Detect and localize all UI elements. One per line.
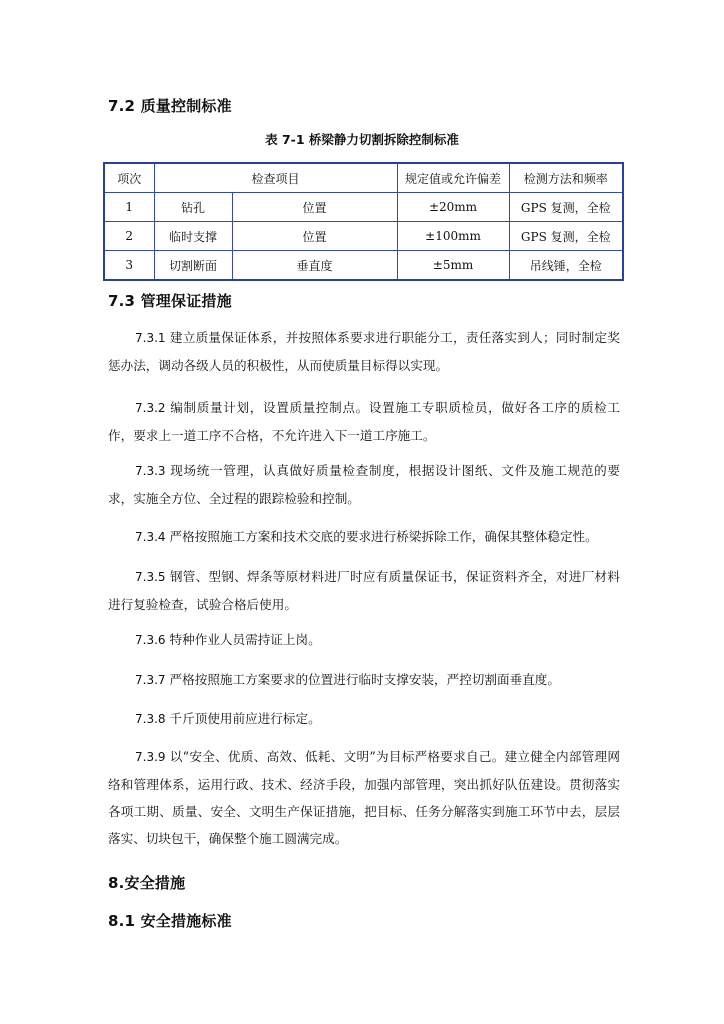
measure-number: 7.3.3 (135, 464, 166, 478)
header-cell: 项次 (104, 163, 154, 193)
measure-paragraph (108, 523, 620, 551)
table-cell: GPS 复测，全检 (509, 193, 623, 222)
table-row (104, 251, 623, 281)
table-cell: 吊线锤，全检 (509, 251, 623, 281)
measure-paragraph (108, 457, 620, 512)
section-heading-8-1: 8.1 安全措施标准 (108, 912, 232, 930)
quality-control-table (103, 162, 624, 281)
table-cell: 切割断面 (154, 251, 232, 281)
measure-paragraph (108, 394, 620, 449)
section-heading-7-2: 7.2 质量控制标准 (108, 97, 232, 115)
table-row (104, 193, 623, 222)
measure-text: 现场统一管理，认真做好质量检查制度，根据设计图纸、文件及施工规范的要求，实施全方位、全过程的跟踪检验和控制。 (108, 463, 620, 506)
measure-number: 7.3.5 (135, 570, 166, 584)
measure-number: 7.3.8 (135, 712, 166, 726)
table-cell: 3 (104, 251, 154, 281)
section-heading-8: 8.安全措施 (108, 874, 186, 892)
measure-text: 严格按照施工方案和技术交底的要求进行桥梁拆除工作，确保其整体稳定性。 (165, 529, 598, 544)
measure-number: 7.3.6 (135, 633, 166, 647)
table-cell: 临时支撑 (154, 222, 232, 251)
table-cell: 2 (104, 222, 154, 251)
table-cell: ±20mm (397, 193, 509, 222)
measure-paragraph (108, 563, 620, 618)
measure-text: 建立质量保证体系，并按照体系要求进行职能分工，责任落实到人；同时制定奖惩办法，调动各级人员的积极性，从而使质量目标得以实现。 (108, 330, 620, 373)
measure-paragraph (108, 324, 620, 379)
measure-text: 特种作业人员需持证上岗。 (165, 632, 321, 647)
measure-paragraph (108, 743, 620, 852)
measure-paragraph (108, 666, 620, 694)
measure-number: 7.3.4 (135, 530, 166, 544)
table-caption: 表 7-1 桥梁静力切割拆除控制标准 (265, 132, 459, 147)
table-cell: ±100mm (397, 222, 509, 251)
measure-number: 7.3.1 (135, 331, 166, 345)
table-cell: GPS 复测，全检 (509, 222, 623, 251)
header-cell: 检测方法和频率 (509, 163, 623, 193)
measure-text: 千斤顶使用前应进行标定。 (165, 711, 321, 726)
measure-number: 7.3.9 (135, 750, 166, 764)
table-cell: 垂直度 (232, 251, 397, 281)
section-heading-7-3: 7.3 管理保证措施 (108, 292, 232, 310)
measure-text: 钢管、型钢、焊条等原材料进厂时应有质量保证书，保证资料齐全，对进厂材料进行复验检查，试验合格后使用。 (108, 569, 620, 612)
measure-text: 以“安全、优质、高效、低耗、文明”为目标严格要求自己。建立健全内部管理网络和管理体系，运用行政、技术、经济手段，加强内部管理，突出抓好队伍建设。贯彻落实各项工期、质量、安全、文明生产保证措施，把目标、任务分解落实到施工环节中去，层层落实、切块包干，确保整个施工圆满完成。 (108, 749, 620, 846)
table-cell: 位置 (232, 193, 397, 222)
measure-text: 严格按照施工方案要求的位置进行临时支撑安装，严控切割面垂直度。 (165, 672, 560, 687)
table-cell: 1 (104, 193, 154, 222)
table-row (104, 222, 623, 251)
measure-text: 编制质量计划，设置质量控制点。设置施工专职质检员，做好各工序的质检工作，要求上一道工序不合格，不允许进入下一道工序施工。 (108, 400, 620, 443)
table-cell: 钻孔 (154, 193, 232, 222)
measure-paragraph (108, 626, 620, 654)
measure-paragraph (108, 705, 620, 733)
measure-number: 7.3.7 (135, 673, 166, 687)
header-cell: 规定值或允许偏差 (397, 163, 509, 193)
table-cell: ±5mm (397, 251, 509, 281)
header-cell: 检查项目 (154, 163, 397, 193)
table-header-row (104, 163, 623, 193)
measure-number: 7.3.2 (135, 401, 166, 415)
table-cell: 位置 (232, 222, 397, 251)
